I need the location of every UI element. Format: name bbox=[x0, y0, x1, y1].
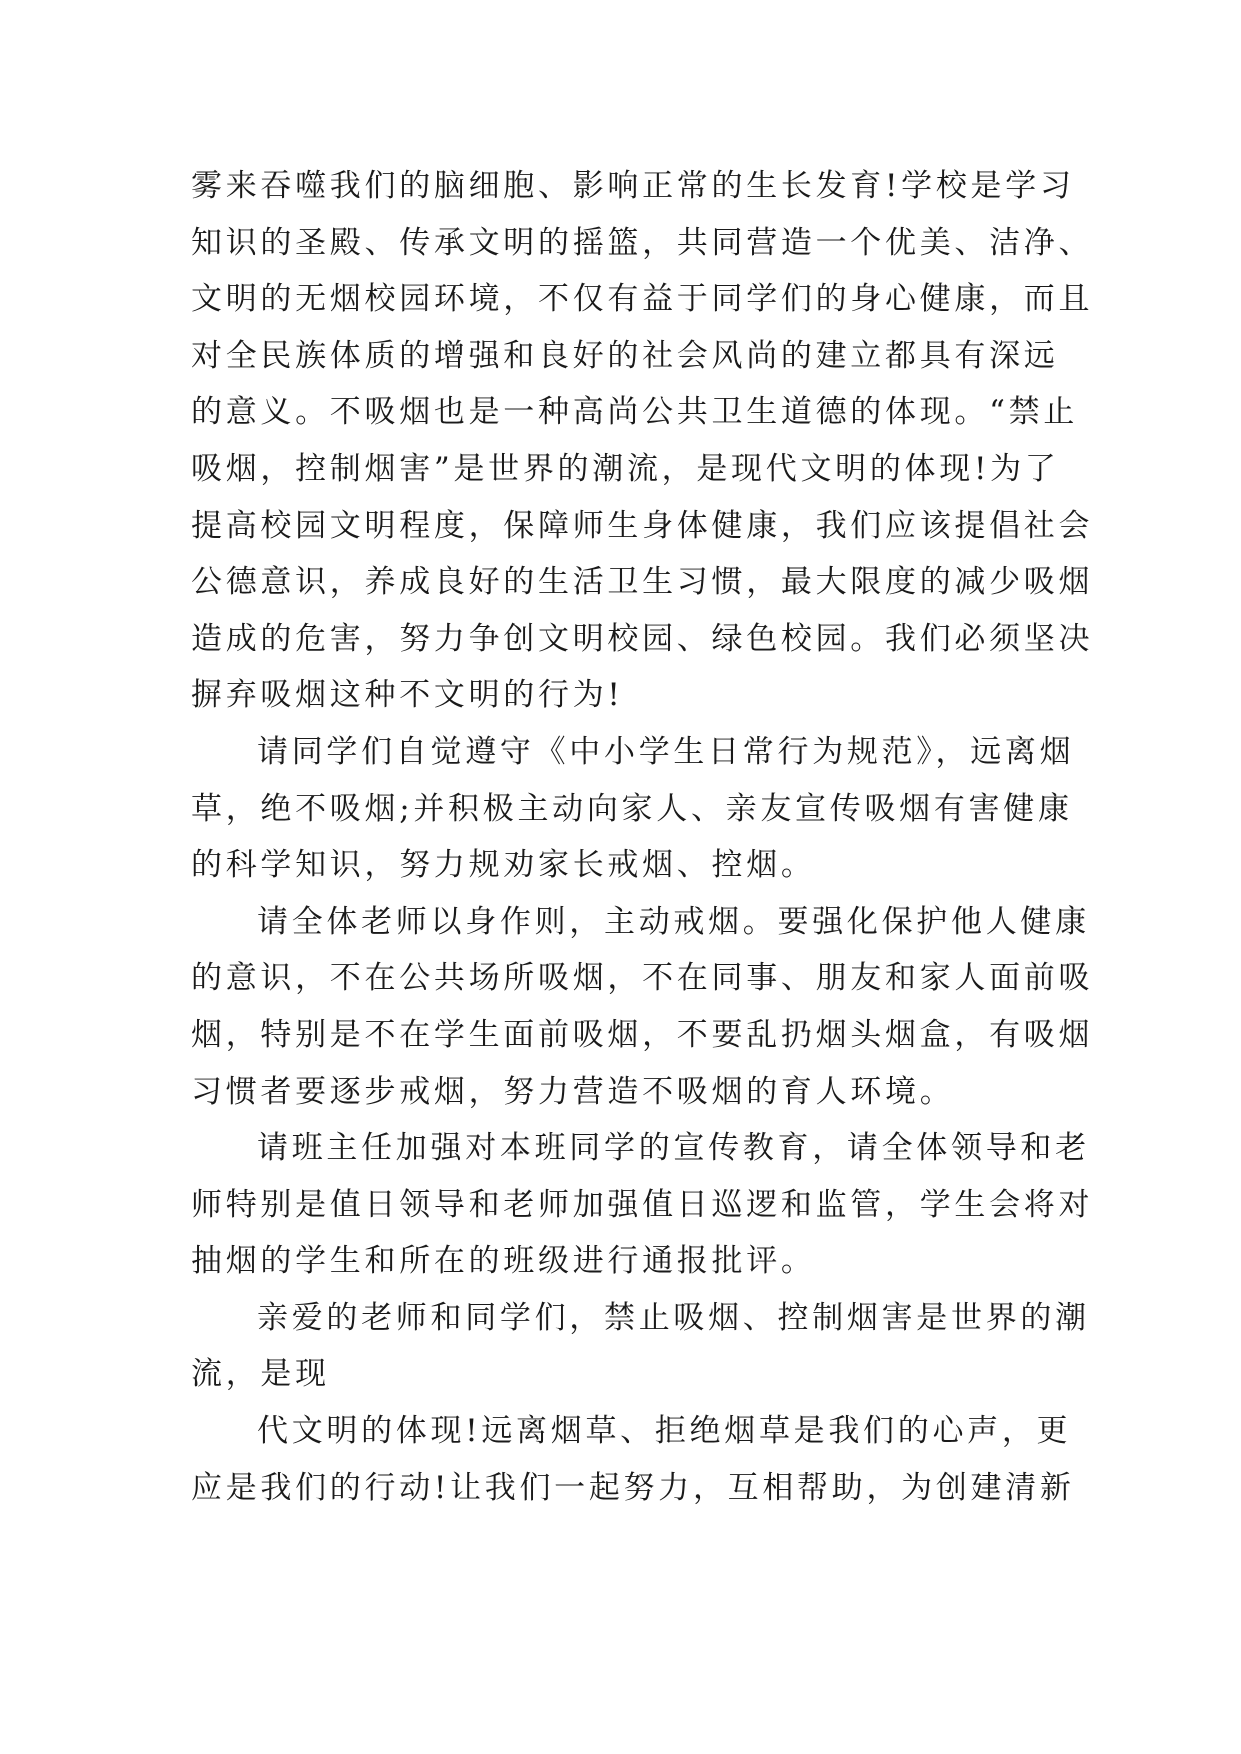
text-line: 的意义。不吸烟也是一种高尚公共卫生道德的体现。“禁止 bbox=[191, 394, 1079, 431]
text-line: 摒弃吸烟这种不文明的行为! bbox=[191, 677, 624, 714]
text-line: 的科学知识，努力规劝家长戒烟、控烟。 bbox=[191, 847, 816, 884]
paragraph-start-line: 亲爱的老师和同学们，禁止吸烟、控制烟害是世界的潮 bbox=[257, 1299, 1090, 1336]
text-line: 的意识，不在公共场所吸烟，不在同事、朋友和家人面前吸 bbox=[191, 960, 1094, 997]
text-line: 提高校园文明程度，保障师生身体健康，我们应该提倡社会 bbox=[191, 507, 1094, 544]
paragraph-start-line: 请全体老师以身作则，主动戒烟。要强化保护他人健康 bbox=[257, 903, 1090, 940]
text-line: 抽烟的学生和所在的班级进行通报批评。 bbox=[191, 1243, 816, 1280]
text-line: 师特别是值日领导和老师加强值日巡逻和监管，学生会将对 bbox=[191, 1186, 1094, 1223]
text-line: 雾来吞噬我们的脑细胞、影响正常的生长发育!学校是学习 bbox=[191, 168, 1075, 204]
text-line: 造成的危害，努力争创文明校园、绿色校园。我们必须坚决 bbox=[191, 620, 1094, 657]
text-line: 吸烟，控制烟害”是世界的潮流，是现代文明的体现!为了 bbox=[191, 450, 1060, 487]
paragraph-start-line: 代文明的体现!远离烟草、拒绝烟草是我们的心声，更 bbox=[257, 1413, 1072, 1450]
text-line: 知识的圣殿、传承文明的摇篮，共同营造一个优美、洁净、 bbox=[191, 224, 1094, 261]
text-line: 流，是现 bbox=[191, 1356, 330, 1393]
text-line: 应是我们的行动!让我们一起努力，互相帮助，为创建清新 bbox=[191, 1469, 1075, 1506]
text-line: 烟，特别是不在学生面前吸烟，不要乱扔烟头烟盒，有吸烟 bbox=[191, 1016, 1094, 1053]
paragraph-start-line: 请班主任加强对本班同学的宣传教育，请全体领导和老 bbox=[257, 1130, 1090, 1167]
paragraph-start-line: 请同学们自觉遵守《中小学生日常行为规范》，远离烟 bbox=[257, 733, 1075, 770]
document-body bbox=[191, 158, 1094, 1516]
text-line: 草，绝不吸烟;并积极主动向家人、亲友宣传吸烟有害健康 bbox=[191, 790, 1073, 827]
text-line: 文明的无烟校园环境，不仅有益于同学们的身心健康，而且 bbox=[191, 281, 1094, 318]
text-line: 公德意识，养成良好的生活卫生习惯，最大限度的减少吸烟 bbox=[191, 564, 1094, 601]
text-line: 对全民族体质的增强和良好的社会风尚的建立都具有深远 bbox=[191, 337, 1059, 374]
text-line: 习惯者要逐步戒烟，努力营造不吸烟的育人环境。 bbox=[191, 1073, 955, 1110]
